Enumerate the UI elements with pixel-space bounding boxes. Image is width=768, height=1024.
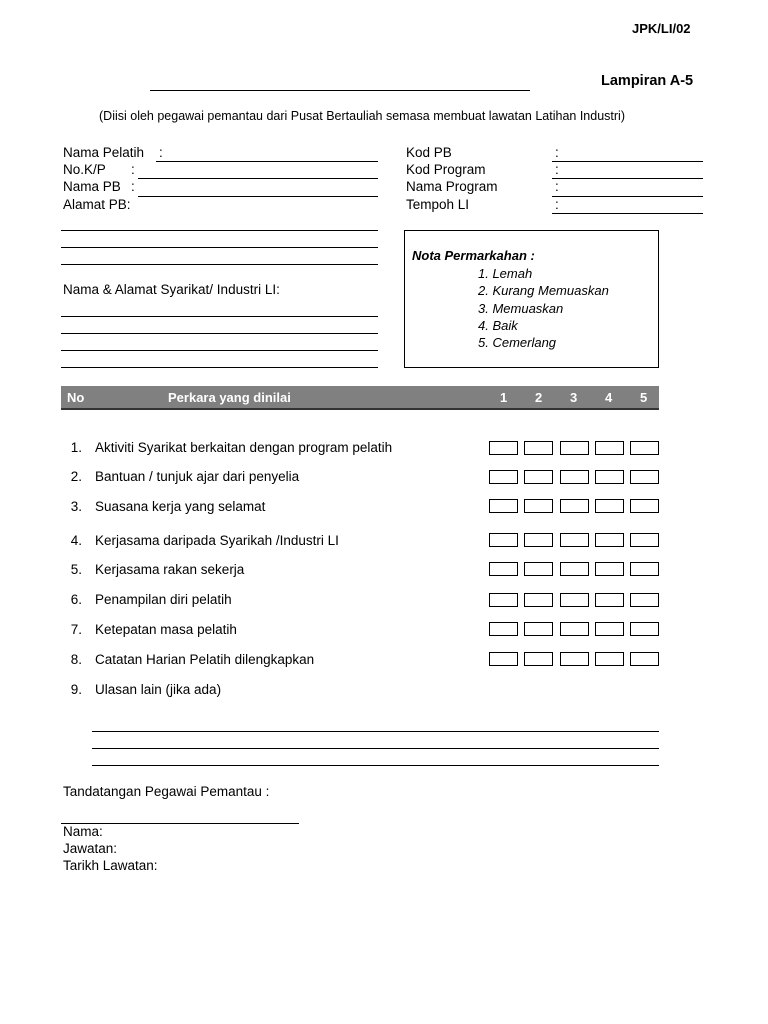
scoring-note-item: 2. Kurang Memuaskan [478, 283, 609, 298]
scoring-note-item: 5. Cemerlang [478, 335, 557, 350]
ic-number-field[interactable] [138, 178, 378, 179]
row-item-text: Kerjasama daripada Syarikah /Industri LI [95, 533, 339, 548]
pb-code-colon: : [555, 145, 559, 160]
score-5-checkbox[interactable] [630, 533, 659, 547]
program-name-colon: : [555, 179, 559, 194]
officer-name-label: Nama: [63, 824, 103, 839]
trainee-name-label: Nama Pelatih [63, 145, 145, 160]
score-4-checkbox[interactable] [595, 593, 624, 607]
score-2-checkbox[interactable] [524, 470, 553, 484]
ic-number-colon: : [131, 162, 135, 177]
pb-address-line-3[interactable] [61, 264, 378, 265]
company-line-2[interactable] [61, 333, 378, 334]
score-1-checkbox[interactable] [489, 652, 518, 666]
score-3-checkbox[interactable] [560, 562, 589, 576]
score-4-checkbox[interactable] [595, 499, 624, 513]
row-item-text: Bantuan / tunjuk ajar dari penyelia [95, 469, 300, 484]
score-3-checkbox[interactable] [560, 593, 589, 607]
remarks-line-1[interactable] [92, 731, 659, 732]
col-score-3-header: 3 [570, 390, 578, 405]
score-1-checkbox[interactable] [489, 562, 518, 576]
visit-date-label: Tarikh Lawatan: [63, 858, 158, 873]
company-line-1[interactable] [61, 316, 378, 317]
remarks-label: Ulasan lain (jika ada) [95, 682, 222, 697]
row-item-text: Kerjasama rakan sekerja [95, 562, 245, 577]
row-number: 2. [70, 469, 82, 484]
row-number: 3. [70, 499, 82, 514]
score-5-checkbox[interactable] [630, 593, 659, 607]
row-item-text: Suasana kerja yang selamat [95, 499, 266, 514]
score-1-checkbox[interactable] [489, 622, 518, 636]
score-5-checkbox[interactable] [630, 622, 659, 636]
row-number: 4. [70, 533, 82, 548]
row-item-text: Penampilan diri pelatih [95, 592, 232, 607]
score-1-checkbox[interactable] [489, 470, 518, 484]
remarks-line-3[interactable] [92, 765, 659, 766]
pb-name-field[interactable] [138, 196, 378, 197]
score-2-checkbox[interactable] [524, 652, 553, 666]
score-5-checkbox[interactable] [630, 562, 659, 576]
score-3-checkbox[interactable] [560, 441, 589, 455]
pb-code-label: Kod PB [406, 145, 452, 160]
company-label: Nama & Alamat Syarikat/ Industri LI: [63, 282, 280, 297]
company-line-3[interactable] [61, 350, 378, 351]
score-4-checkbox[interactable] [595, 652, 624, 666]
row-number: 5. [70, 562, 82, 577]
col-item-header: Perkara yang dinilai [168, 390, 291, 405]
remarks-line-2[interactable] [92, 748, 659, 749]
ic-number-label: No.K/P [63, 162, 106, 177]
score-2-checkbox[interactable] [524, 562, 553, 576]
score-2-checkbox[interactable] [524, 593, 553, 607]
program-code-field[interactable] [552, 178, 703, 179]
score-2-checkbox[interactable] [524, 622, 553, 636]
row-number: 1. [70, 440, 82, 455]
trainee-name-colon: : [159, 145, 163, 160]
scoring-note-item: 4. Baik [478, 318, 518, 333]
row-number: 6. [70, 592, 82, 607]
pb-address-label: Alamat PB: [63, 197, 131, 212]
col-score-5-header: 5 [640, 390, 648, 405]
pb-code-field[interactable] [552, 161, 703, 162]
row-number: 7. [70, 622, 82, 637]
score-2-checkbox[interactable] [524, 533, 553, 547]
li-duration-field[interactable] [552, 213, 703, 214]
scoring-note-item: 3. Memuaskan [478, 301, 564, 316]
score-3-checkbox[interactable] [560, 499, 589, 513]
score-2-checkbox[interactable] [524, 499, 553, 513]
scoring-note-title: Nota Permarkahan : [412, 248, 535, 263]
col-score-2-header: 2 [535, 390, 543, 405]
trainee-name-field[interactable] [156, 161, 378, 162]
score-4-checkbox[interactable] [595, 470, 624, 484]
score-4-checkbox[interactable] [595, 533, 624, 547]
signature-label: Tandatangan Pegawai Pemantau : [63, 784, 270, 799]
li-duration-label: Tempoh LI [406, 197, 470, 212]
program-name-field[interactable] [552, 196, 703, 197]
score-5-checkbox[interactable] [630, 499, 659, 513]
col-score-4-header: 4 [605, 390, 613, 405]
score-1-checkbox[interactable] [489, 533, 518, 547]
officer-position-label: Jawatan: [63, 841, 118, 856]
scoring-note-box [404, 230, 659, 368]
col-score-1-header: 1 [500, 390, 508, 405]
score-1-checkbox[interactable] [489, 499, 518, 513]
pb-name-label: Nama PB [63, 179, 121, 194]
score-1-checkbox[interactable] [489, 593, 518, 607]
row-number: 9. [70, 682, 82, 697]
row-item-text: Aktiviti Syarikat berkaitan dengan program pelatih [95, 440, 393, 455]
score-3-checkbox[interactable] [560, 533, 589, 547]
pb-address-line-2[interactable] [61, 247, 378, 248]
score-5-checkbox[interactable] [630, 441, 659, 455]
pb-address-line-1[interactable] [61, 230, 378, 231]
appendix-label: Lampiran A-5 [601, 73, 694, 89]
score-4-checkbox[interactable] [595, 441, 624, 455]
company-line-4[interactable] [61, 367, 378, 368]
row-number: 8. [70, 652, 82, 667]
score-3-checkbox[interactable] [560, 622, 589, 636]
program-code-label: Kod Program [406, 162, 486, 177]
score-3-checkbox[interactable] [560, 652, 589, 666]
form-code: JPK/LI/02 [632, 21, 691, 36]
header-title-line [150, 90, 530, 91]
score-4-checkbox[interactable] [595, 562, 624, 576]
instruction-text: (Diisi oleh pegawai pemantau dari Pusat Bertauliah semasa membuat lawatan Latihan Industri) [99, 109, 625, 123]
evaluation-table-header [61, 386, 659, 410]
scoring-note-item: 1. Lemah [478, 266, 533, 281]
score-2-checkbox[interactable] [524, 441, 553, 455]
row-item-text: Ketepatan masa pelatih [95, 622, 237, 637]
row-item-text: Catatan Harian Pelatih dilengkapkan [95, 652, 315, 667]
program-name-label: Nama Program [406, 179, 498, 194]
score-4-checkbox[interactable] [595, 622, 624, 636]
col-no-header: No [67, 390, 85, 405]
pb-name-colon: : [131, 179, 135, 194]
score-5-checkbox[interactable] [630, 470, 659, 484]
program-code-colon: : [555, 162, 559, 177]
score-3-checkbox[interactable] [560, 470, 589, 484]
li-duration-colon: : [555, 197, 559, 212]
score-1-checkbox[interactable] [489, 441, 518, 455]
score-5-checkbox[interactable] [630, 652, 659, 666]
